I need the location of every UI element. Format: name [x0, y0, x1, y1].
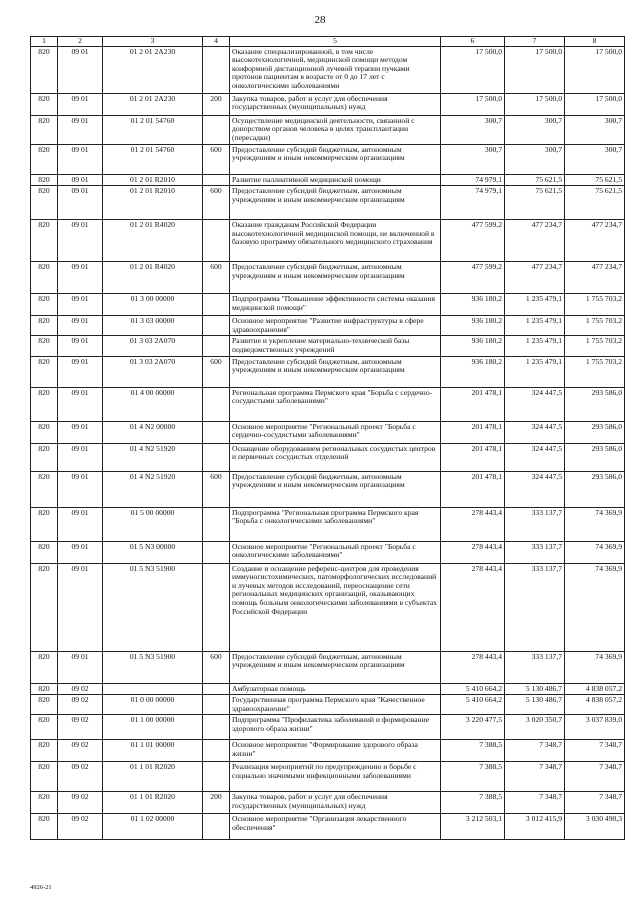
cell-amount-year-3: 3 037 839,0	[565, 715, 625, 740]
cell-target-article: 01 1 00 00000	[103, 715, 203, 740]
table-row	[31, 220, 625, 262]
cell-ministry-code: 820	[31, 507, 58, 541]
cell-target-article: 01 2 01 2А230	[103, 46, 203, 93]
cell-ministry-code: 820	[31, 471, 58, 507]
table-row	[31, 715, 625, 740]
cell-description: Оказание гражданам Российской Федерации высокотехнологичной медицинской помощи, не включенной в базовую программу обязательного медицинского страхования	[230, 220, 441, 262]
cell-target-article: 01 0 00 00000	[103, 695, 203, 715]
cell-ministry-code: 820	[31, 294, 58, 316]
cell-amount-year-1: 936 180,2	[441, 294, 505, 316]
cell-description: Подпрограмма "Профилактика заболеваний и формирование здорового образа жизни"	[230, 715, 441, 740]
cell-amount-year-3: 17 500,0	[565, 93, 625, 115]
cell-amount-year-1: 74 979,1	[441, 186, 505, 220]
cell-amount-year-3: 7 348,7	[565, 740, 625, 762]
cell-target-article: 01 5 N3 51900	[103, 651, 203, 683]
cell-amount-year-3: 75 621,5	[565, 186, 625, 220]
cell-section-code: 09 01	[58, 336, 103, 356]
cell-amount-year-1: 477 599,2	[441, 220, 505, 262]
cell-expense-type: 600	[203, 356, 230, 387]
table-row	[31, 695, 625, 715]
cell-amount-year-1: 936 180,2	[441, 336, 505, 356]
cell-amount-year-3: 300,7	[565, 144, 625, 174]
cell-amount-year-3: 293 586,0	[565, 387, 625, 421]
cell-description: Реализация мероприятий по предупреждению и борьбе с социально значимыми инфекционными заболеваниями	[230, 762, 441, 792]
cell-section-code: 09 01	[58, 651, 103, 683]
cell-amount-year-3: 7 348,7	[565, 792, 625, 814]
cell-expense-type	[203, 174, 230, 186]
cell-amount-year-2: 333 137,7	[505, 507, 565, 541]
cell-amount-year-3: 293 586,0	[565, 443, 625, 471]
cell-expense-type: 600	[203, 471, 230, 507]
cell-amount-year-2: 333 137,7	[505, 651, 565, 683]
column-header: 6	[441, 37, 505, 47]
cell-amount-year-2: 7 348,7	[505, 762, 565, 792]
cell-description: Основное мероприятие "Региональный проект "Борьба с онкологическими заболеваниями"	[230, 541, 441, 563]
cell-amount-year-2: 75 621,5	[505, 174, 565, 186]
cell-target-article: 01 1 01 R2020	[103, 762, 203, 792]
cell-amount-year-1: 17 500,0	[441, 93, 505, 115]
cell-expense-type	[203, 563, 230, 651]
cell-amount-year-3: 1 755 703,2	[565, 294, 625, 316]
column-header: 2	[58, 37, 103, 47]
cell-ministry-code: 820	[31, 46, 58, 93]
cell-target-article: 01 5 N3 51900	[103, 563, 203, 651]
cell-expense-type	[203, 762, 230, 792]
cell-ministry-code: 820	[31, 443, 58, 471]
cell-expense-type	[203, 740, 230, 762]
cell-expense-type: 200	[203, 93, 230, 115]
cell-target-article: 01 5 00 00000	[103, 507, 203, 541]
table-row	[31, 93, 625, 115]
cell-description: Предоставление субсидий бюджетным, автономным учреждениям и иным некоммерческим организациям	[230, 262, 441, 294]
cell-section-code: 09 02	[58, 715, 103, 740]
cell-ministry-code: 820	[31, 262, 58, 294]
cell-target-article: 01 1 01 R2020	[103, 792, 203, 814]
cell-amount-year-2: 17 500,0	[505, 93, 565, 115]
column-header: 4	[203, 37, 230, 47]
cell-amount-year-3: 293 586,0	[565, 421, 625, 443]
table-row	[31, 740, 625, 762]
cell-ministry-code: 820	[31, 387, 58, 421]
cell-amount-year-1: 3 212 503,1	[441, 814, 505, 840]
cell-section-code: 09 01	[58, 471, 103, 507]
cell-description: Государственная программа Пермского края "Качественное здравоохранение"	[230, 695, 441, 715]
table-header-row	[31, 37, 625, 47]
cell-section-code: 09 02	[58, 792, 103, 814]
cell-section-code: 09 01	[58, 115, 103, 144]
cell-expense-type	[203, 115, 230, 144]
cell-amount-year-3: 4 838 057,2	[565, 683, 625, 695]
cell-description: Закупка товаров, работ и услуг для обеспечения государственных (муниципальных) нужд	[230, 792, 441, 814]
cell-description: Развитие и укрепление материально-технической базы подведомственных учреждений	[230, 336, 441, 356]
cell-amount-year-2: 300,7	[505, 144, 565, 174]
cell-ministry-code: 820	[31, 316, 58, 336]
cell-section-code: 09 01	[58, 443, 103, 471]
cell-amount-year-3: 3 030 490,3	[565, 814, 625, 840]
cell-expense-type: 600	[203, 144, 230, 174]
cell-amount-year-2: 324 447,5	[505, 387, 565, 421]
cell-target-article: 01 2 01 2А230	[103, 93, 203, 115]
cell-section-code: 09 01	[58, 563, 103, 651]
document-code: 4926-21	[30, 884, 52, 891]
cell-amount-year-1: 7 388,5	[441, 762, 505, 792]
cell-description: Региональная программа Пермского края "Борьба с сердечно-сосудистыми заболеваниями"	[230, 387, 441, 421]
cell-expense-type	[203, 507, 230, 541]
cell-description: Оснащение оборудованием региональных сосудистых центров и первичных сосудистых отделений	[230, 443, 441, 471]
cell-target-article: 01 2 01 54760	[103, 144, 203, 174]
cell-ministry-code: 820	[31, 792, 58, 814]
cell-target-article: 01 2 01 R4020	[103, 262, 203, 294]
cell-target-article: 01 3 03 2А070	[103, 356, 203, 387]
cell-amount-year-3: 75 621,5	[565, 174, 625, 186]
cell-target-article: 01 2 01 R2010	[103, 186, 203, 220]
cell-expense-type	[203, 695, 230, 715]
page-number: 28	[314, 14, 326, 26]
cell-amount-year-1: 3 220 477,5	[441, 715, 505, 740]
cell-target-article: 01 4 N2 00000	[103, 421, 203, 443]
cell-amount-year-2: 300,7	[505, 115, 565, 144]
cell-target-article: 01 4 N2 51920	[103, 471, 203, 507]
column-header: 3	[103, 37, 203, 47]
cell-target-article: 01 2 01 R4020	[103, 220, 203, 262]
cell-ministry-code: 820	[31, 541, 58, 563]
cell-ministry-code: 820	[31, 651, 58, 683]
cell-target-article: 01 1 01 00000	[103, 740, 203, 762]
cell-target-article: 01 3 03 2А070	[103, 336, 203, 356]
cell-amount-year-2: 477 234,7	[505, 262, 565, 294]
cell-amount-year-2: 1 235 479,1	[505, 336, 565, 356]
cell-target-article: 01 5 N3 00000	[103, 541, 203, 563]
cell-amount-year-3: 477 234,7	[565, 220, 625, 262]
table-row	[31, 186, 625, 220]
cell-amount-year-1: 278 443,4	[441, 507, 505, 541]
cell-amount-year-3: 17 500,0	[565, 46, 625, 93]
cell-amount-year-1: 278 443,4	[441, 651, 505, 683]
cell-amount-year-3: 293 586,0	[565, 471, 625, 507]
cell-amount-year-1: 74 979,1	[441, 174, 505, 186]
cell-amount-year-3: 1 755 703,2	[565, 336, 625, 356]
cell-target-article	[103, 683, 203, 695]
cell-amount-year-2: 3 020 350,7	[505, 715, 565, 740]
cell-amount-year-3: 74 369,9	[565, 563, 625, 651]
cell-amount-year-2: 5 130 486,7	[505, 683, 565, 695]
cell-section-code: 09 01	[58, 387, 103, 421]
cell-target-article: 01 4 N2 51920	[103, 443, 203, 471]
cell-section-code: 09 01	[58, 507, 103, 541]
cell-expense-type: 600	[203, 262, 230, 294]
cell-section-code: 09 01	[58, 541, 103, 563]
cell-amount-year-2: 17 500,0	[505, 46, 565, 93]
cell-ministry-code: 820	[31, 715, 58, 740]
cell-ministry-code: 820	[31, 683, 58, 695]
cell-amount-year-2: 7 348,7	[505, 740, 565, 762]
cell-description: Подпрограмма "Региональная программа Пермского края "Борьба с онкологическими заболеваниями"	[230, 507, 441, 541]
cell-expense-type	[203, 814, 230, 840]
cell-target-article: 01 3 00 00000	[103, 294, 203, 316]
table-row	[31, 683, 625, 695]
cell-ministry-code: 820	[31, 174, 58, 186]
cell-expense-type	[203, 316, 230, 336]
cell-ministry-code: 820	[31, 762, 58, 792]
cell-section-code: 09 01	[58, 46, 103, 93]
table-row	[31, 507, 625, 541]
cell-ministry-code: 820	[31, 115, 58, 144]
cell-expense-type: 600	[203, 186, 230, 220]
cell-amount-year-1: 7 388,5	[441, 740, 505, 762]
cell-expense-type	[203, 541, 230, 563]
cell-amount-year-3: 74 369,9	[565, 541, 625, 563]
column-header: 8	[565, 37, 625, 47]
cell-section-code: 09 02	[58, 762, 103, 792]
table-row	[31, 443, 625, 471]
cell-section-code: 09 01	[58, 356, 103, 387]
cell-amount-year-2: 333 137,7	[505, 541, 565, 563]
table-row	[31, 294, 625, 316]
cell-target-article: 01 2 01 54760	[103, 115, 203, 144]
cell-amount-year-1: 201 478,1	[441, 421, 505, 443]
cell-section-code: 09 01	[58, 294, 103, 316]
cell-description: Осуществление медицинской деятельности, связанной с донорством органов человека в целях трансплантации (пересадки)	[230, 115, 441, 144]
cell-ministry-code: 820	[31, 93, 58, 115]
cell-section-code: 09 02	[58, 740, 103, 762]
cell-amount-year-2: 1 235 479,1	[505, 316, 565, 336]
cell-ministry-code: 820	[31, 421, 58, 443]
cell-target-article: 01 2 01 R2010	[103, 174, 203, 186]
cell-section-code: 09 01	[58, 93, 103, 115]
table-row	[31, 541, 625, 563]
cell-amount-year-2: 477 234,7	[505, 220, 565, 262]
table-row	[31, 563, 625, 651]
cell-amount-year-1: 278 443,4	[441, 541, 505, 563]
cell-amount-year-1: 201 478,1	[441, 443, 505, 471]
cell-description: Предоставление субсидий бюджетным, автономным учреждениям и иным некоммерческим организациям	[230, 186, 441, 220]
cell-amount-year-3: 74 369,9	[565, 507, 625, 541]
cell-ministry-code: 820	[31, 563, 58, 651]
table-row	[31, 46, 625, 93]
cell-amount-year-3: 7 348,7	[565, 762, 625, 792]
cell-amount-year-1: 7 388,5	[441, 792, 505, 814]
cell-amount-year-3: 74 369,9	[565, 651, 625, 683]
cell-amount-year-2: 3 012 415,9	[505, 814, 565, 840]
cell-section-code: 09 01	[58, 316, 103, 336]
cell-description: Закупка товаров, работ и услуг для обеспечения государственных (муниципальных) нужд	[230, 93, 441, 115]
cell-ministry-code: 820	[31, 144, 58, 174]
table-row	[31, 471, 625, 507]
table-row	[31, 316, 625, 336]
cell-ministry-code: 820	[31, 186, 58, 220]
cell-section-code: 09 01	[58, 421, 103, 443]
cell-amount-year-2: 333 137,7	[505, 563, 565, 651]
table-row	[31, 336, 625, 356]
cell-amount-year-2: 5 130 486,7	[505, 695, 565, 715]
cell-description: Основное мероприятие "Региональный проект "Борьба с сердечно-сосудистыми заболеваниями"	[230, 421, 441, 443]
table-row	[31, 762, 625, 792]
cell-amount-year-3: 300,7	[565, 115, 625, 144]
cell-amount-year-3: 1 755 703,2	[565, 316, 625, 336]
cell-section-code: 09 01	[58, 186, 103, 220]
table-row	[31, 115, 625, 144]
cell-ministry-code: 820	[31, 814, 58, 840]
budget-table	[30, 36, 625, 840]
table-row	[31, 387, 625, 421]
cell-expense-type	[203, 683, 230, 695]
cell-expense-type	[203, 715, 230, 740]
cell-amount-year-2: 324 447,5	[505, 471, 565, 507]
cell-ministry-code: 820	[31, 356, 58, 387]
cell-description: Подпрограмма "Повышение эффективности системы оказания медицинской помощи"	[230, 294, 441, 316]
cell-amount-year-2: 1 235 479,1	[505, 294, 565, 316]
table-row	[31, 651, 625, 683]
cell-expense-type	[203, 387, 230, 421]
cell-ministry-code: 820	[31, 695, 58, 715]
cell-amount-year-1: 300,7	[441, 115, 505, 144]
column-header: 7	[505, 37, 565, 47]
column-header: 5	[230, 37, 441, 47]
cell-amount-year-2: 7 348,7	[505, 792, 565, 814]
column-header: 1	[31, 37, 58, 47]
cell-ministry-code: 820	[31, 220, 58, 262]
cell-amount-year-1: 278 443,4	[441, 563, 505, 651]
cell-description: Предоставление субсидий бюджетным, автономным учреждениям и иным некоммерческим организациям	[230, 144, 441, 174]
cell-expense-type: 200	[203, 792, 230, 814]
table-row	[31, 356, 625, 387]
cell-description: Предоставление субсидий бюджетным, автономным учреждениям и иным некоммерческим организациям	[230, 651, 441, 683]
cell-amount-year-3: 477 234,7	[565, 262, 625, 294]
cell-amount-year-1: 300,7	[441, 144, 505, 174]
cell-description: Основное мероприятие "Организация лекарственного обеспечения"	[230, 814, 441, 840]
cell-amount-year-3: 1 755 703,2	[565, 356, 625, 387]
table-row	[31, 144, 625, 174]
cell-target-article: 01 1 02 00000	[103, 814, 203, 840]
table-row	[31, 421, 625, 443]
cell-amount-year-1: 5 410 664,2	[441, 695, 505, 715]
cell-description: Предоставление субсидий бюджетным, автономным учреждениям и иным некоммерческим организациям	[230, 356, 441, 387]
cell-expense-type	[203, 46, 230, 93]
table-row	[31, 262, 625, 294]
cell-description: Развитие паллиативной медицинской помощи	[230, 174, 441, 186]
cell-section-code: 09 01	[58, 144, 103, 174]
cell-description: Предоставление субсидий бюджетным, автономным учреждениям и иным некоммерческим организациям	[230, 471, 441, 507]
table-row	[31, 174, 625, 186]
cell-expense-type	[203, 443, 230, 471]
cell-amount-year-1: 201 478,1	[441, 387, 505, 421]
cell-amount-year-3: 4 838 057,2	[565, 695, 625, 715]
cell-target-article: 01 3 03 00000	[103, 316, 203, 336]
cell-description: Создание и оснащение референс-центров для проведения иммуногистохимических, патоморфологических исследований и лучевых методов исследований, переоснащение сети региональных медицинских организаций, оказывающих помощь больным онкологическими заболеваниями в субъектах Российской Федерации	[230, 563, 441, 651]
cell-description: Амбулаторная помощь	[230, 683, 441, 695]
cell-expense-type	[203, 220, 230, 262]
table-row	[31, 814, 625, 840]
cell-amount-year-1: 936 180,2	[441, 356, 505, 387]
cell-ministry-code: 820	[31, 336, 58, 356]
cell-amount-year-2: 75 621,5	[505, 186, 565, 220]
cell-section-code: 09 02	[58, 683, 103, 695]
cell-expense-type	[203, 294, 230, 316]
cell-amount-year-2: 324 447,5	[505, 421, 565, 443]
cell-amount-year-1: 5 410 664,2	[441, 683, 505, 695]
cell-amount-year-2: 324 447,5	[505, 443, 565, 471]
table-row	[31, 792, 625, 814]
cell-section-code: 09 01	[58, 220, 103, 262]
cell-amount-year-1: 201 478,1	[441, 471, 505, 507]
cell-target-article: 01 4 00 00000	[103, 387, 203, 421]
cell-description: Основное мероприятие "Формирование здорового образа жизни"	[230, 740, 441, 762]
cell-section-code: 09 01	[58, 262, 103, 294]
cell-section-code: 09 02	[58, 814, 103, 840]
cell-expense-type	[203, 336, 230, 356]
cell-amount-year-1: 936 180,2	[441, 316, 505, 336]
cell-ministry-code: 820	[31, 740, 58, 762]
cell-amount-year-1: 477 599,2	[441, 262, 505, 294]
cell-description: Основное мероприятие "Развитие инфраструктуры в сфере здравоохранения"	[230, 316, 441, 336]
cell-description: Оказание специализированной, в том числе высокотехнологичной, медицинской помощи методом конформной дистанционной лучевой терапии пучками протонов пациентам в возрасте от 0 до 17 лет с онкологическими заболеваниями	[230, 46, 441, 93]
cell-amount-year-1: 17 500,0	[441, 46, 505, 93]
cell-amount-year-2: 1 235 479,1	[505, 356, 565, 387]
cell-section-code: 09 01	[58, 174, 103, 186]
cell-expense-type: 600	[203, 651, 230, 683]
cell-section-code: 09 02	[58, 695, 103, 715]
cell-expense-type	[203, 421, 230, 443]
